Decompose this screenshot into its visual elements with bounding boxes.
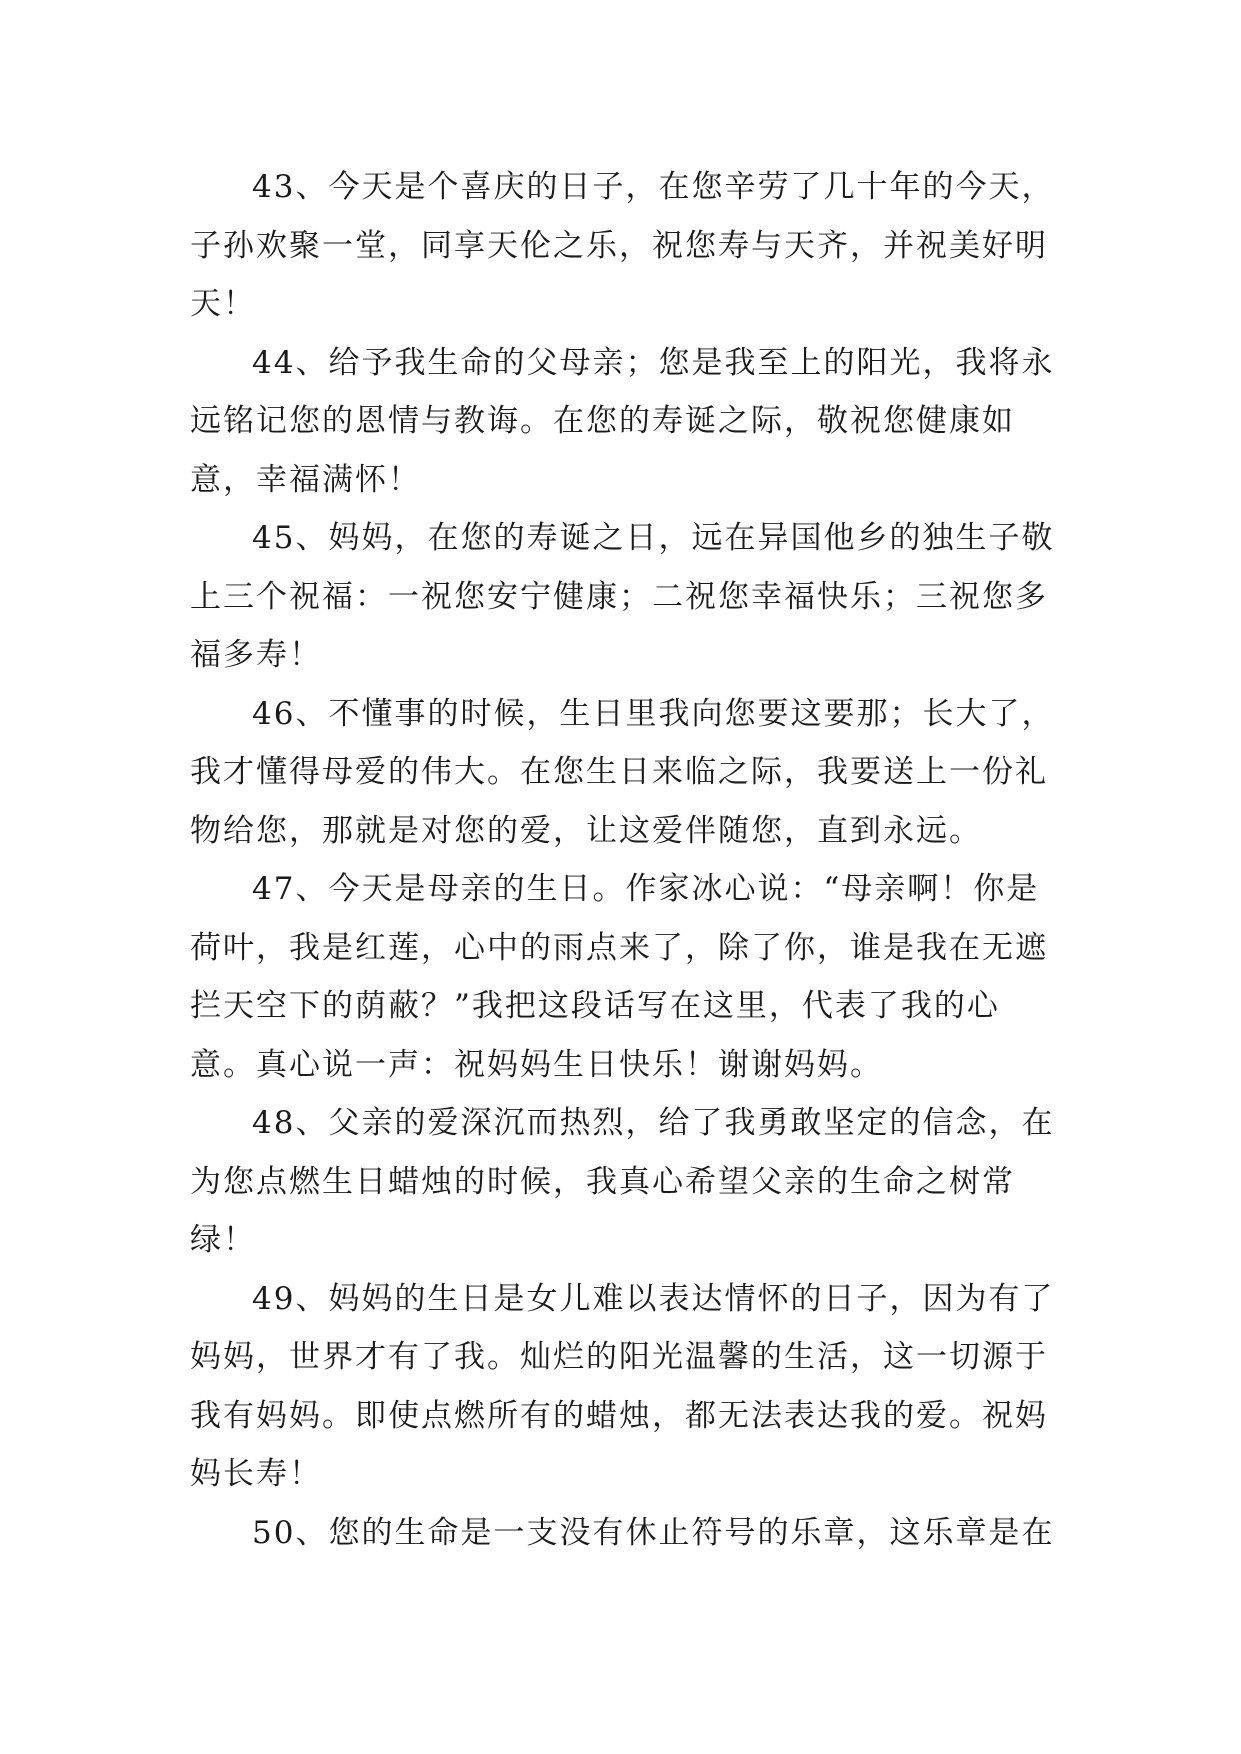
paragraph-47: 47、今天是母亲的生日。作家冰心说：“母亲啊！你是荷叶，我是红莲，心中的雨点来了，除了你，谁是我在无遮拦天空下的荫蔽？”我把这段话写在这里，代表了我的心意。真心说一声：祝妈妈生日快乐！谢谢妈妈。: [190, 871, 1048, 1083]
document-body: [190, 158, 1058, 1562]
paragraph-48: 48、父亲的爱深沉而热烈，给了我勇敢坚定的信念，在为您点燃生日蜡烛的时候，我真心希望父亲的生命之树常绿！: [190, 1105, 1055, 1258]
paragraph-45: 45、妈妈，在您的寿诞之日，远在异国他乡的独生子敬上三个祝福：一祝您安宁健康；二祝您幸福快乐；三祝您多福多寿！: [190, 520, 1055, 673]
paragraph-49: 49、妈妈的生日是女儿难以表达情怀的日子，因为有了妈妈，世界才有了我。灿烂的阳光温馨的生活，这一切源于我有妈妈。即使点燃所有的蜡烛，都无法表达我的爱。祝妈妈长寿！: [190, 1280, 1055, 1492]
paragraph-43: 43、今天是个喜庆的日子，在您辛劳了几十年的今天，子孙欢聚一堂，同享天伦之乐，祝您寿与天齐，并祝美好明天！: [190, 169, 1055, 322]
paragraph-46: 46、不懂事的时候，生日里我向您要这要那；长大了，我才懂得母爱的伟大。在您生日来临之际，我要送上一份礼物给您，那就是对您的爱，让这爱伴随您，直到永远。: [190, 695, 1055, 849]
paragraph-44: 44、给予我生命的父母亲；您是我至上的阳光，我将永远铭记您的恩情与教诲。在您的寿诞之际，敬祝您健康如意，幸福满怀！: [190, 344, 1055, 498]
paragraph-50: 50、您的生命是一支没有休止符号的乐章，这乐章是在: [252, 1514, 1055, 1551]
